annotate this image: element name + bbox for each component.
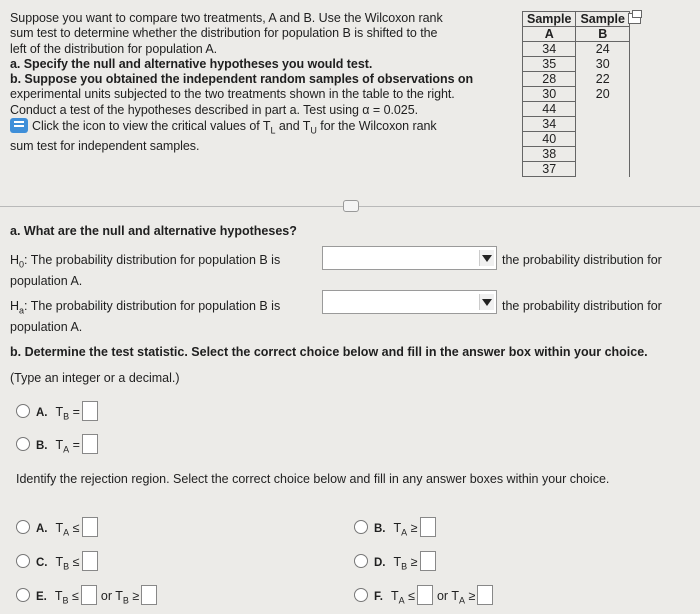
table-row: 37 — [523, 162, 630, 177]
problem-statement — [10, 11, 520, 154]
answer-box[interactable] — [82, 434, 98, 454]
alpha-value: α = 0.025. — [362, 102, 419, 117]
answer-box[interactable] — [82, 551, 98, 571]
divider-handle[interactable] — [343, 200, 359, 212]
rej-option-b[interactable]: B. $T_A$ ≥ — [354, 517, 436, 538]
rej-option-c[interactable]: C. $T_B$ ≤ — [16, 551, 98, 572]
subheader-a: A — [523, 27, 576, 42]
click-line-2: sum test for independent samples. — [10, 138, 200, 153]
radio-button[interactable] — [16, 520, 30, 534]
table-row: 44 — [523, 102, 630, 117]
b-option-b[interactable]: B. $T_A$ = — [16, 434, 98, 455]
radio-button[interactable] — [16, 404, 30, 418]
table-row: 38 — [523, 147, 630, 162]
answer-box[interactable] — [477, 585, 493, 605]
b-option-a[interactable]: A. $T_B$ = — [16, 401, 98, 422]
table-row: 30 20 — [523, 87, 630, 102]
part-b-line-1: b. Suppose you obtained the independent random samples of observations on — [10, 72, 474, 87]
answer-box[interactable] — [420, 517, 436, 537]
intro-line-3: left of the distribution for population A. — [10, 41, 218, 56]
table-row: 34 24 — [523, 42, 630, 57]
table-row: 35 30 — [523, 57, 630, 72]
radio-button[interactable] — [354, 554, 368, 568]
chevron-down-icon[interactable] — [479, 294, 494, 310]
sample-table — [522, 11, 630, 177]
answer-box[interactable] — [417, 585, 433, 605]
part-a-text: a. Specify the null and alternative hypotheses you would test. — [10, 56, 373, 71]
ha-after-text: the probability distribution for — [502, 299, 662, 313]
ha-label: $H_a$: The probability distribution for population B is — [10, 299, 281, 316]
part-b-line-2: experimental units subjected to the two treatments shown in the table to the right. — [10, 87, 455, 102]
radio-button[interactable] — [354, 520, 368, 534]
rej-option-d[interactable]: D. $T_B$ ≥ — [354, 551, 436, 572]
answer-box[interactable] — [81, 585, 97, 605]
radio-button[interactable] — [354, 588, 368, 602]
book-icon[interactable] — [10, 118, 28, 133]
h0-dropdown[interactable] — [322, 246, 497, 270]
h0-label: $H_0$: The probability distribution for population B is — [10, 253, 281, 270]
copy-table-icon[interactable] — [628, 13, 641, 24]
part-b-line-3: Conduct a test of the hypotheses described in part a. Test using α = 0.025. — [10, 102, 419, 117]
radio-button[interactable] — [16, 588, 30, 602]
part-b-hint: (Type an integer or a decimal.) — [10, 371, 180, 385]
table-row: 28 22 — [523, 72, 630, 87]
part-a-prompt: a. What are the null and alternative hypotheses? — [10, 224, 297, 238]
critical-values-link[interactable]: Click the icon to view the critical values of $T_L$ and $T_U$ for the Wilcoxon rank — [10, 118, 520, 139]
h0-after-text: the probability distribution for — [502, 253, 662, 267]
radio-button[interactable] — [16, 437, 30, 451]
intro-line-1: Suppose you want to compare two treatments, A and B. Use the Wilcoxon rank — [10, 11, 443, 25]
table-row: 40 — [523, 132, 630, 147]
header-sample-a: Sample — [523, 12, 576, 27]
part-b-prompt: b. Determine the test statistic. Select the correct choice below and fill in the answer box within your choice. — [10, 345, 648, 359]
subheader-b: B — [576, 27, 629, 42]
answer-box[interactable] — [141, 585, 157, 605]
radio-button[interactable] — [16, 554, 30, 568]
answer-box[interactable] — [82, 517, 98, 537]
rej-option-f[interactable]: F. $T_A$ ≤ or $T_A$ ≥ — [354, 585, 493, 606]
chevron-down-icon[interactable] — [479, 250, 494, 266]
rejection-prompt: Identify the rejection region. Select the correct choice below and fill in any answer boxes within your choice. — [16, 472, 610, 486]
intro-line-2: sum test to determine whether the distribution for population B is shifted to the — [10, 26, 438, 41]
header-sample-b: Sample — [576, 12, 629, 27]
ha-population-a: population A. — [10, 320, 83, 334]
rej-option-a[interactable]: A. $T_A$ ≤ — [16, 517, 98, 538]
h0-population-a: population A. — [10, 274, 83, 288]
answer-box[interactable] — [420, 551, 436, 571]
table-row: 34 — [523, 117, 630, 132]
rej-option-e[interactable]: E. $T_B$ ≤ or $T_B$ ≥ — [16, 585, 157, 606]
ha-dropdown[interactable] — [322, 290, 497, 314]
answer-box[interactable] — [82, 401, 98, 421]
